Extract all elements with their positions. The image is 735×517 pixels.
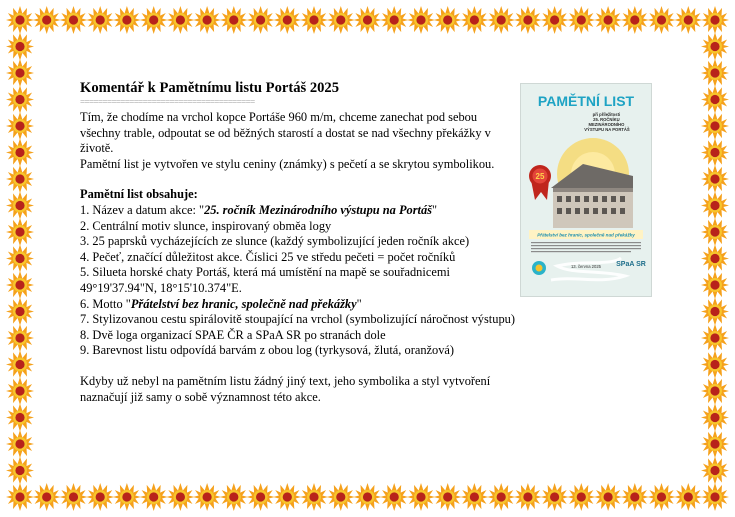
commentary-document: [80, 80, 515, 405]
list-item: 2. Centrální motiv slunce, inspirovaný obměa logy: [80, 218, 332, 233]
sun-icon: [701, 404, 729, 432]
sun-icon: [460, 6, 488, 34]
sun-icon: [6, 324, 34, 352]
sun-icon: [541, 6, 569, 34]
sun-icon: [140, 6, 168, 34]
commemorative-card-thumbnail: [520, 83, 652, 297]
sun-icon: [567, 6, 595, 34]
sun-icon: [701, 33, 729, 61]
sun-icon: [6, 483, 34, 511]
sun-icon: [300, 483, 328, 511]
sun-icon: [487, 6, 515, 34]
sun-icon: [247, 6, 275, 34]
sun-icon: [701, 351, 729, 379]
sun-icon: [648, 6, 676, 34]
closing-paragraph: Kdyby už nebyl na pamětním listu žádný jiný text, jeho symbolika a styl vytvoření naznačují již samy o sobě významnost této akce.: [80, 373, 491, 404]
sun-icon: [701, 271, 729, 299]
sun-icon: [380, 483, 408, 511]
sun-icon: [594, 6, 622, 34]
sun-icon: [514, 483, 542, 511]
sun-icon: [220, 6, 248, 34]
sun-icon: [6, 165, 34, 193]
document-title: Komentář k Pamětnímu listu Portáš 2025: [80, 80, 340, 96]
list-item: 5. Silueta horské chaty Portáš, která má umístění na mapě se souřadnicemi 49°19'37.94"N, 18°15'10.374"E.: [80, 265, 450, 295]
sun-icon: [6, 404, 34, 432]
sun-icon: [6, 430, 34, 458]
contents-list: [80, 202, 515, 359]
sun-icon: [220, 483, 248, 511]
sun-icon: [273, 483, 301, 511]
sun-icon: [701, 112, 729, 140]
sun-icon: [193, 6, 221, 34]
sun-icon: [567, 483, 595, 511]
logo-right-label: SPaA SR: [616, 261, 646, 268]
sun-icon: [140, 483, 168, 511]
sun-icon: [193, 483, 221, 511]
sun-icon: [6, 192, 34, 220]
sun-icon: [701, 377, 729, 405]
sun-icon: [247, 483, 275, 511]
sun-icon: [701, 165, 729, 193]
sun-icon: [701, 457, 729, 485]
sun-icon: [434, 6, 462, 34]
sun-icon: [701, 86, 729, 114]
list-item: 9. Barevnost listu odpovídá barvám z obou log (tyrkysová, žlutá, oranžová): [80, 343, 455, 358]
contents-heading: Pamětní list obsahuje:: [80, 187, 198, 202]
sun-icon: [701, 192, 729, 220]
intro-paragraph-2: Pamětní list je vytvořen ve stylu ceniny (známky) s pečetí a se skrytou symbolikou.: [80, 156, 495, 171]
sun-icon: [407, 483, 435, 511]
sun-icon: [701, 245, 729, 273]
sun-icon: [354, 6, 382, 34]
sun-icon: [701, 139, 729, 167]
sun-icon: [60, 483, 88, 511]
sun-icon: [327, 6, 355, 34]
card-date: 13. června 2025: [570, 264, 602, 269]
list-item: 3. 25 paprsků vycházejících ze slunce (každý symbolizující jeden ročník akce): [80, 234, 470, 249]
sun-icon: [300, 6, 328, 34]
sun-icon: [701, 324, 729, 352]
sun-icon: [33, 6, 61, 34]
sun-icon: [648, 483, 676, 511]
sun-icon: [6, 218, 34, 246]
sun-icon: [6, 112, 34, 140]
sun-icon: [273, 6, 301, 34]
sun-icon: [407, 6, 435, 34]
sun-icon: [621, 6, 649, 34]
sun-icon: [701, 6, 729, 34]
sun-icon: [60, 6, 88, 34]
svg-text:25: 25: [535, 172, 545, 181]
sun-icon: [6, 59, 34, 87]
sun-icon: [113, 6, 141, 34]
intro-paragraph-1: Tím, že chodíme na vrchol kopce Portáše 960 m/m, chceme zanechat pod sebou všechny trable, odpoutat se od běžných starostí a dostat se nad všechny překážky v životě.: [80, 110, 491, 156]
sun-icon: [674, 483, 702, 511]
sun-icon: [701, 59, 729, 87]
sun-icon: [6, 245, 34, 273]
list-item: 1. Název a datum akce: "25. ročník Mezinárodního výstupu na Portáš": [80, 202, 438, 217]
sun-icon: [514, 6, 542, 34]
sun-icon: [6, 139, 34, 167]
sun-icon: [594, 483, 622, 511]
list-item: 6. Motto "Přátelství bez hranic, společně nad překážky": [80, 296, 362, 311]
sun-icon: [487, 483, 515, 511]
sun-icon: [701, 298, 729, 326]
logo-left-icon: [532, 261, 546, 275]
sun-icon: [621, 483, 649, 511]
card-title: PAMĚTNÍ LIST: [537, 93, 635, 109]
title-underline: =======================================: [80, 98, 255, 107]
sun-icon: [460, 483, 488, 511]
sun-icon: [327, 483, 355, 511]
sun-icon: [434, 483, 462, 511]
card-motto: Přátelství bez hranic, společně nad překážky: [537, 232, 635, 238]
sun-icon: [701, 430, 729, 458]
spiral-path: [551, 258, 625, 280]
list-item: 4. Pečeť, značící důležitost akce. Číslici 25 ve středu pečeti = počet ročníků: [80, 249, 456, 264]
sun-icon: [33, 483, 61, 511]
sun-icon: [6, 86, 34, 114]
sun-icon: [6, 351, 34, 379]
sun-icon: [6, 33, 34, 61]
card-subtitle: při příležitosti 25. ROČNÍKU MEZINÁRODNÍHO VÝSTUPU NA PORTÁŠ: [584, 112, 630, 132]
sun-icon: [6, 6, 34, 34]
seal-icon: [529, 165, 551, 200]
sun-icon: [354, 483, 382, 511]
sun-icon: [541, 483, 569, 511]
sun-icon: [701, 483, 729, 511]
sun-icon: [6, 457, 34, 485]
sun-icon: [6, 298, 34, 326]
sun-icon: [166, 6, 194, 34]
sun-icon: [701, 218, 729, 246]
list-item: 7. Stylizovanou cestu spirálovitě stoupající na vrchol (symbolizující náročnost výstupu): [80, 312, 515, 327]
sun-icon: [380, 6, 408, 34]
sun-icon: [674, 6, 702, 34]
list-item: 8. Dvě loga organizací SPAE ČR a SPaA SR po stranách dole: [80, 327, 386, 342]
sun-icon: [166, 483, 194, 511]
sun-icon: [6, 377, 34, 405]
sun-icon: [6, 271, 34, 299]
sun-icon: [86, 6, 114, 34]
sun-icon: [86, 483, 114, 511]
sun-icon: [113, 483, 141, 511]
